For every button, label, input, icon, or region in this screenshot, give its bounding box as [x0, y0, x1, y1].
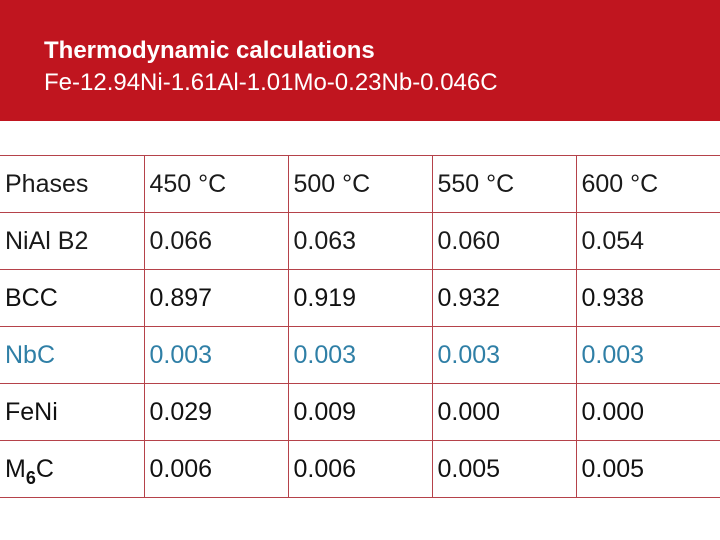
value-cell: 0.005	[576, 441, 720, 498]
column-header-550: 550 °C	[432, 156, 576, 213]
value-cell: 0.003	[144, 327, 288, 384]
table-row	[0, 441, 720, 498]
value-cell: 0.003	[432, 327, 576, 384]
column-header-500: 500 °C	[288, 156, 432, 213]
value-cell: 0.006	[144, 441, 288, 498]
header-banner	[0, 0, 720, 121]
phase-fraction-table	[0, 155, 720, 498]
value-cell: 0.005	[432, 441, 576, 498]
value-cell: 0.060	[432, 213, 576, 270]
page-subtitle: Fe-12.94Ni-1.61Al-1.01Mo-0.23Nb-0.046C	[44, 69, 498, 96]
table-row	[0, 213, 720, 270]
value-cell: 0.919	[288, 270, 432, 327]
phase-main: M	[5, 454, 26, 483]
value-cell: 0.009	[288, 384, 432, 441]
table-row	[0, 270, 720, 327]
phase-cell: NbC	[0, 327, 144, 384]
value-cell: 0.054	[576, 213, 720, 270]
value-cell: 0.003	[288, 327, 432, 384]
phase-cell	[0, 441, 144, 498]
phase-subscript: 6	[25, 467, 36, 488]
column-header-450: 450 °C	[144, 156, 288, 213]
value-cell: 0.000	[576, 384, 720, 441]
value-cell: 0.932	[432, 270, 576, 327]
table-row	[0, 384, 720, 441]
value-cell: 0.006	[288, 441, 432, 498]
column-header-phases: Phases	[0, 156, 144, 213]
value-cell: 0.063	[288, 213, 432, 270]
page-title: Thermodynamic calculations	[44, 37, 375, 64]
value-cell: 0.066	[144, 213, 288, 270]
value-cell: 0.000	[432, 384, 576, 441]
phase-cell: FeNi	[0, 384, 144, 441]
table-header-row	[0, 156, 720, 213]
phase-cell: BCC	[0, 270, 144, 327]
column-header-600: 600 °C	[576, 156, 720, 213]
value-cell: 0.938	[576, 270, 720, 327]
phase-tail: C	[35, 454, 54, 483]
value-cell: 0.029	[144, 384, 288, 441]
value-cell: 0.897	[144, 270, 288, 327]
phase-cell: NiAl B2	[0, 213, 144, 270]
table-row	[0, 327, 720, 384]
value-cell: 0.003	[576, 327, 720, 384]
